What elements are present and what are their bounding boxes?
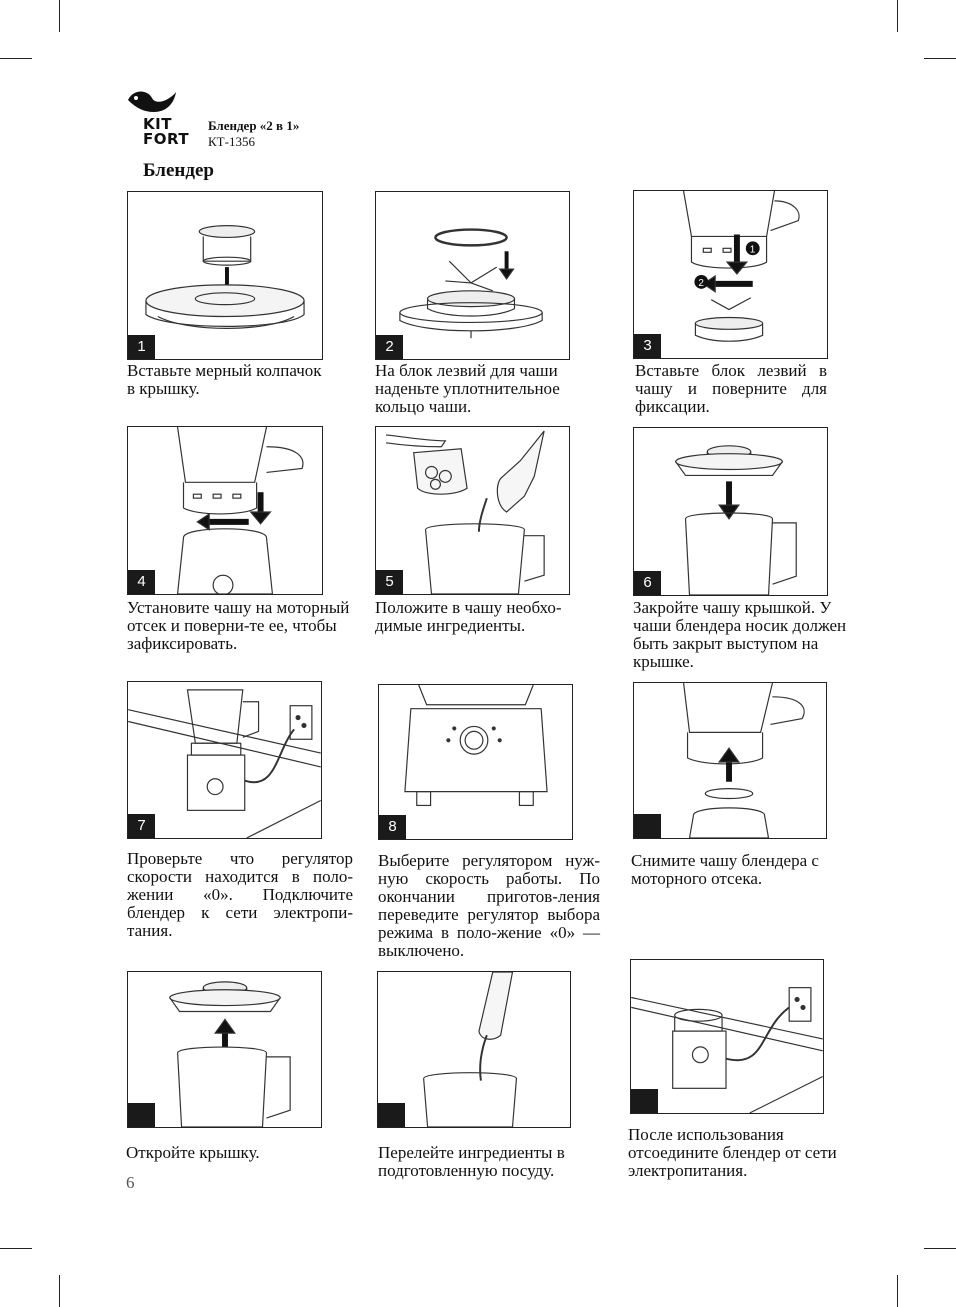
step-number-badge bbox=[634, 814, 661, 838]
crop-mark bbox=[59, 1275, 60, 1307]
crop-mark bbox=[0, 58, 32, 59]
crop-mark bbox=[897, 0, 898, 32]
step-number-badge: 2 bbox=[376, 335, 403, 359]
step-1-caption: Вставьте мерный колпачок в крышку. bbox=[127, 361, 322, 398]
step-8-illustration bbox=[378, 684, 573, 840]
svg-text:2: 2 bbox=[698, 277, 704, 289]
step-4-caption: Установите чашу на моторный отсек и поверни-те ее, чтобы зафиксировать. bbox=[127, 598, 350, 653]
step-7-illustration bbox=[127, 681, 322, 839]
step-9-caption: Снимите чашу блендера с моторного отсека. bbox=[631, 851, 819, 888]
step-6-illustration bbox=[633, 427, 828, 596]
product-model: КТ-1356 bbox=[208, 134, 255, 149]
arrow-number-labels bbox=[634, 191, 827, 358]
step-2-caption: На блок лезвий для чаши наденьте уплотнительное кольцо чаши. bbox=[375, 361, 560, 416]
step-number-badge: 6 bbox=[634, 571, 661, 595]
product-title: Блендер «2 в 1» bbox=[208, 118, 300, 133]
step-number-badge bbox=[378, 1103, 405, 1127]
step-number-badge: 5 bbox=[376, 570, 403, 594]
brand-logo-text: KIT FORT bbox=[143, 115, 190, 148]
step-12-illustration bbox=[630, 959, 824, 1114]
step-number-badge: 1 bbox=[128, 335, 155, 359]
step-number-badge: 4 bbox=[128, 570, 155, 594]
section-title: Блендер bbox=[143, 160, 214, 181]
step-number-badge: 3 bbox=[634, 334, 661, 358]
step-5-caption: Положите в чашу необхо-димые ингредиенты. bbox=[375, 598, 562, 635]
step-10-illustration bbox=[127, 971, 322, 1128]
step-3-caption: Вставьте блок лезвий в чашу и поверните для фиксации. bbox=[635, 361, 827, 416]
step-10-caption: Откройте крышку. bbox=[126, 1143, 260, 1162]
step-3-illustration bbox=[633, 190, 828, 359]
page-number: 6 bbox=[126, 1173, 135, 1192]
step-6-caption: Закройте чашу крышкой. У чаши блендера носик должен быть закрыт выступом на крышке. bbox=[633, 598, 847, 671]
step-9-illustration bbox=[633, 682, 827, 839]
step-8-caption: Выберите регулятором нуж-ную скорость работы. По окончании приготов-ления переведите регулятор выбора режима в поло-жение «0» — выключено. bbox=[378, 851, 600, 960]
crop-mark bbox=[0, 1248, 32, 1249]
step-number-badge bbox=[128, 1103, 155, 1127]
step-1-illustration bbox=[127, 191, 323, 360]
crop-mark bbox=[924, 1248, 956, 1249]
crop-mark bbox=[897, 1275, 898, 1307]
crop-mark bbox=[924, 58, 956, 59]
step-number-badge bbox=[631, 1089, 658, 1113]
step-12-caption: После использования отсоедините блендер от сети электропитания. bbox=[628, 1125, 837, 1180]
step-5-illustration bbox=[375, 426, 570, 595]
step-number-badge: 8 bbox=[379, 815, 406, 839]
step-2-illustration bbox=[375, 191, 570, 360]
svg-text:1: 1 bbox=[749, 244, 756, 256]
step-4-illustration bbox=[127, 426, 323, 595]
step-7-caption: Проверьте что регулятор скорости находится в поло-жении «0». Подключите блендер к сети электропи-тания. bbox=[127, 849, 353, 940]
crop-mark bbox=[59, 0, 60, 32]
step-11-illustration bbox=[377, 971, 571, 1128]
step-11-caption: Перелейте ингредиенты в подготовленную посуду. bbox=[378, 1143, 565, 1180]
step-number-badge: 7 bbox=[128, 814, 155, 838]
